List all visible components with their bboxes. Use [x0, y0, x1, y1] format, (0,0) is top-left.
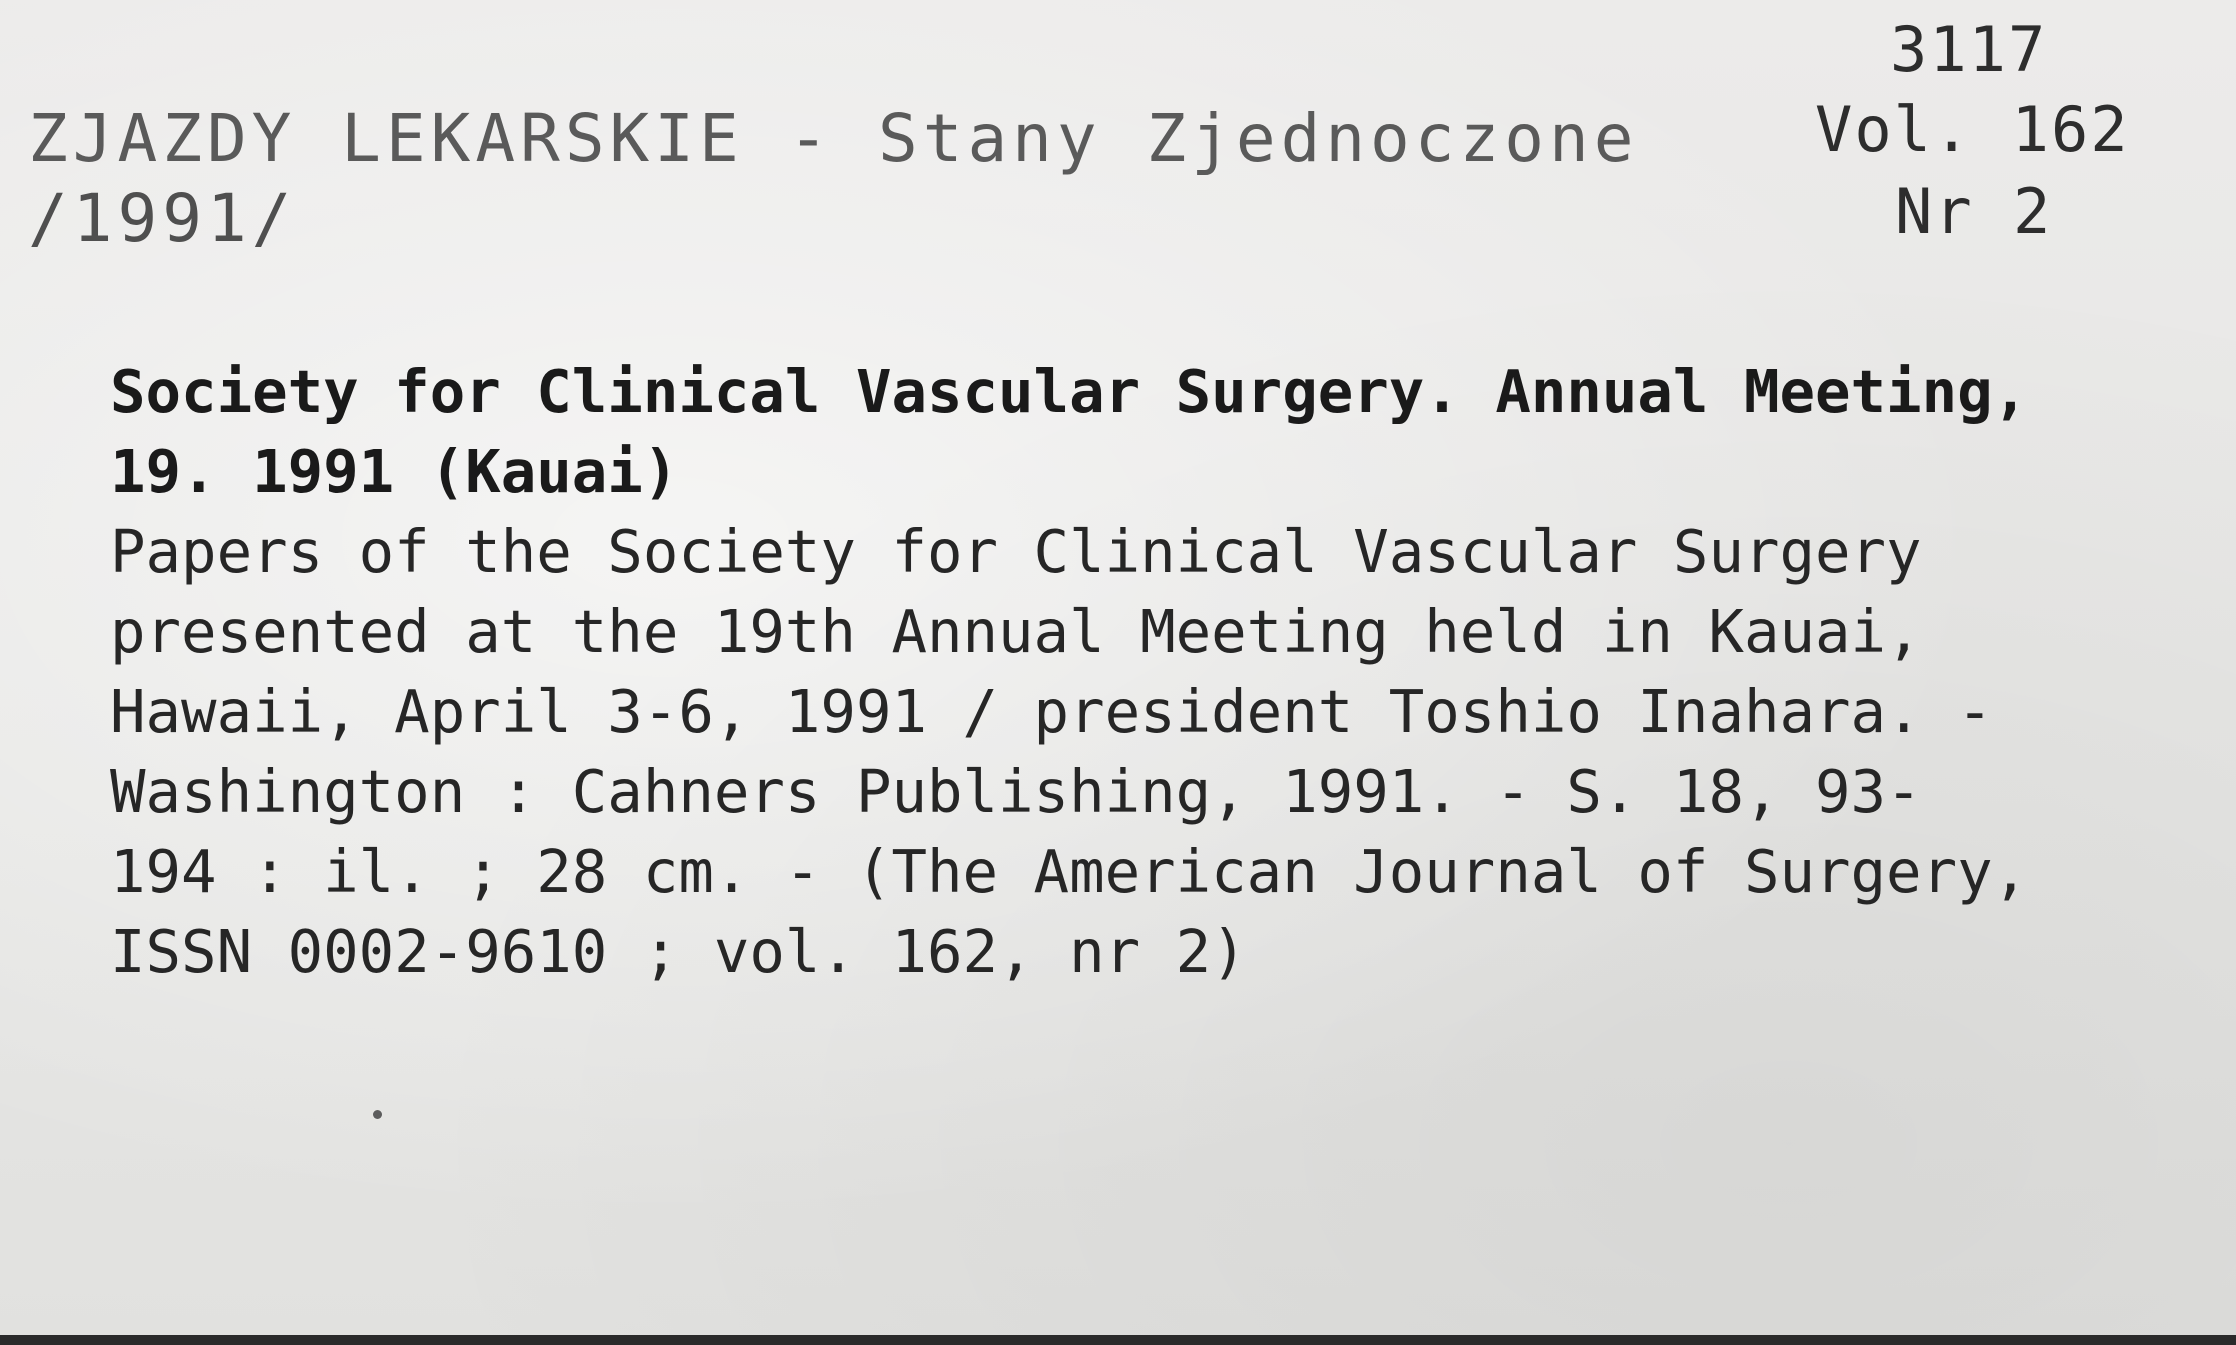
subject-heading-year: /1991/ — [28, 180, 297, 257]
entry-title-line: Society for Clinical Vascular Surgery. Annual Meeting, — [110, 357, 2029, 426]
description-line: presented at the 19th Annual Meeting held in Kauai, — [110, 597, 1922, 666]
entry-description — [110, 512, 2210, 992]
description-line: 194 : il. ; 28 cm. - (The American Journal of Surgery, — [110, 837, 2029, 906]
subject-heading: ZJAZDY LEKARSKIE - Stany Zjednoczone — [28, 100, 1639, 177]
entry-title-line: 19. 1991 (Kauai) — [110, 437, 679, 506]
description-line: ISSN 0002-9610 ; vol. 162, nr 2) — [110, 917, 1247, 986]
issue-number: Nr 2 — [1895, 175, 2053, 248]
entry-title — [110, 352, 2210, 512]
volume-number: Vol. 162 — [1815, 93, 2130, 166]
description-line: Washington : Cahners Publishing, 1991. - S. 18, 93- — [110, 757, 1922, 826]
description-line: Papers of the Society for Clinical Vascular Surgery — [110, 517, 1922, 586]
call-number: 3117 — [1890, 13, 2048, 86]
ink-speck — [373, 1110, 382, 1119]
description-line: Hawaii, April 3-6, 1991 / president Toshio Inahara. - — [110, 677, 1993, 746]
